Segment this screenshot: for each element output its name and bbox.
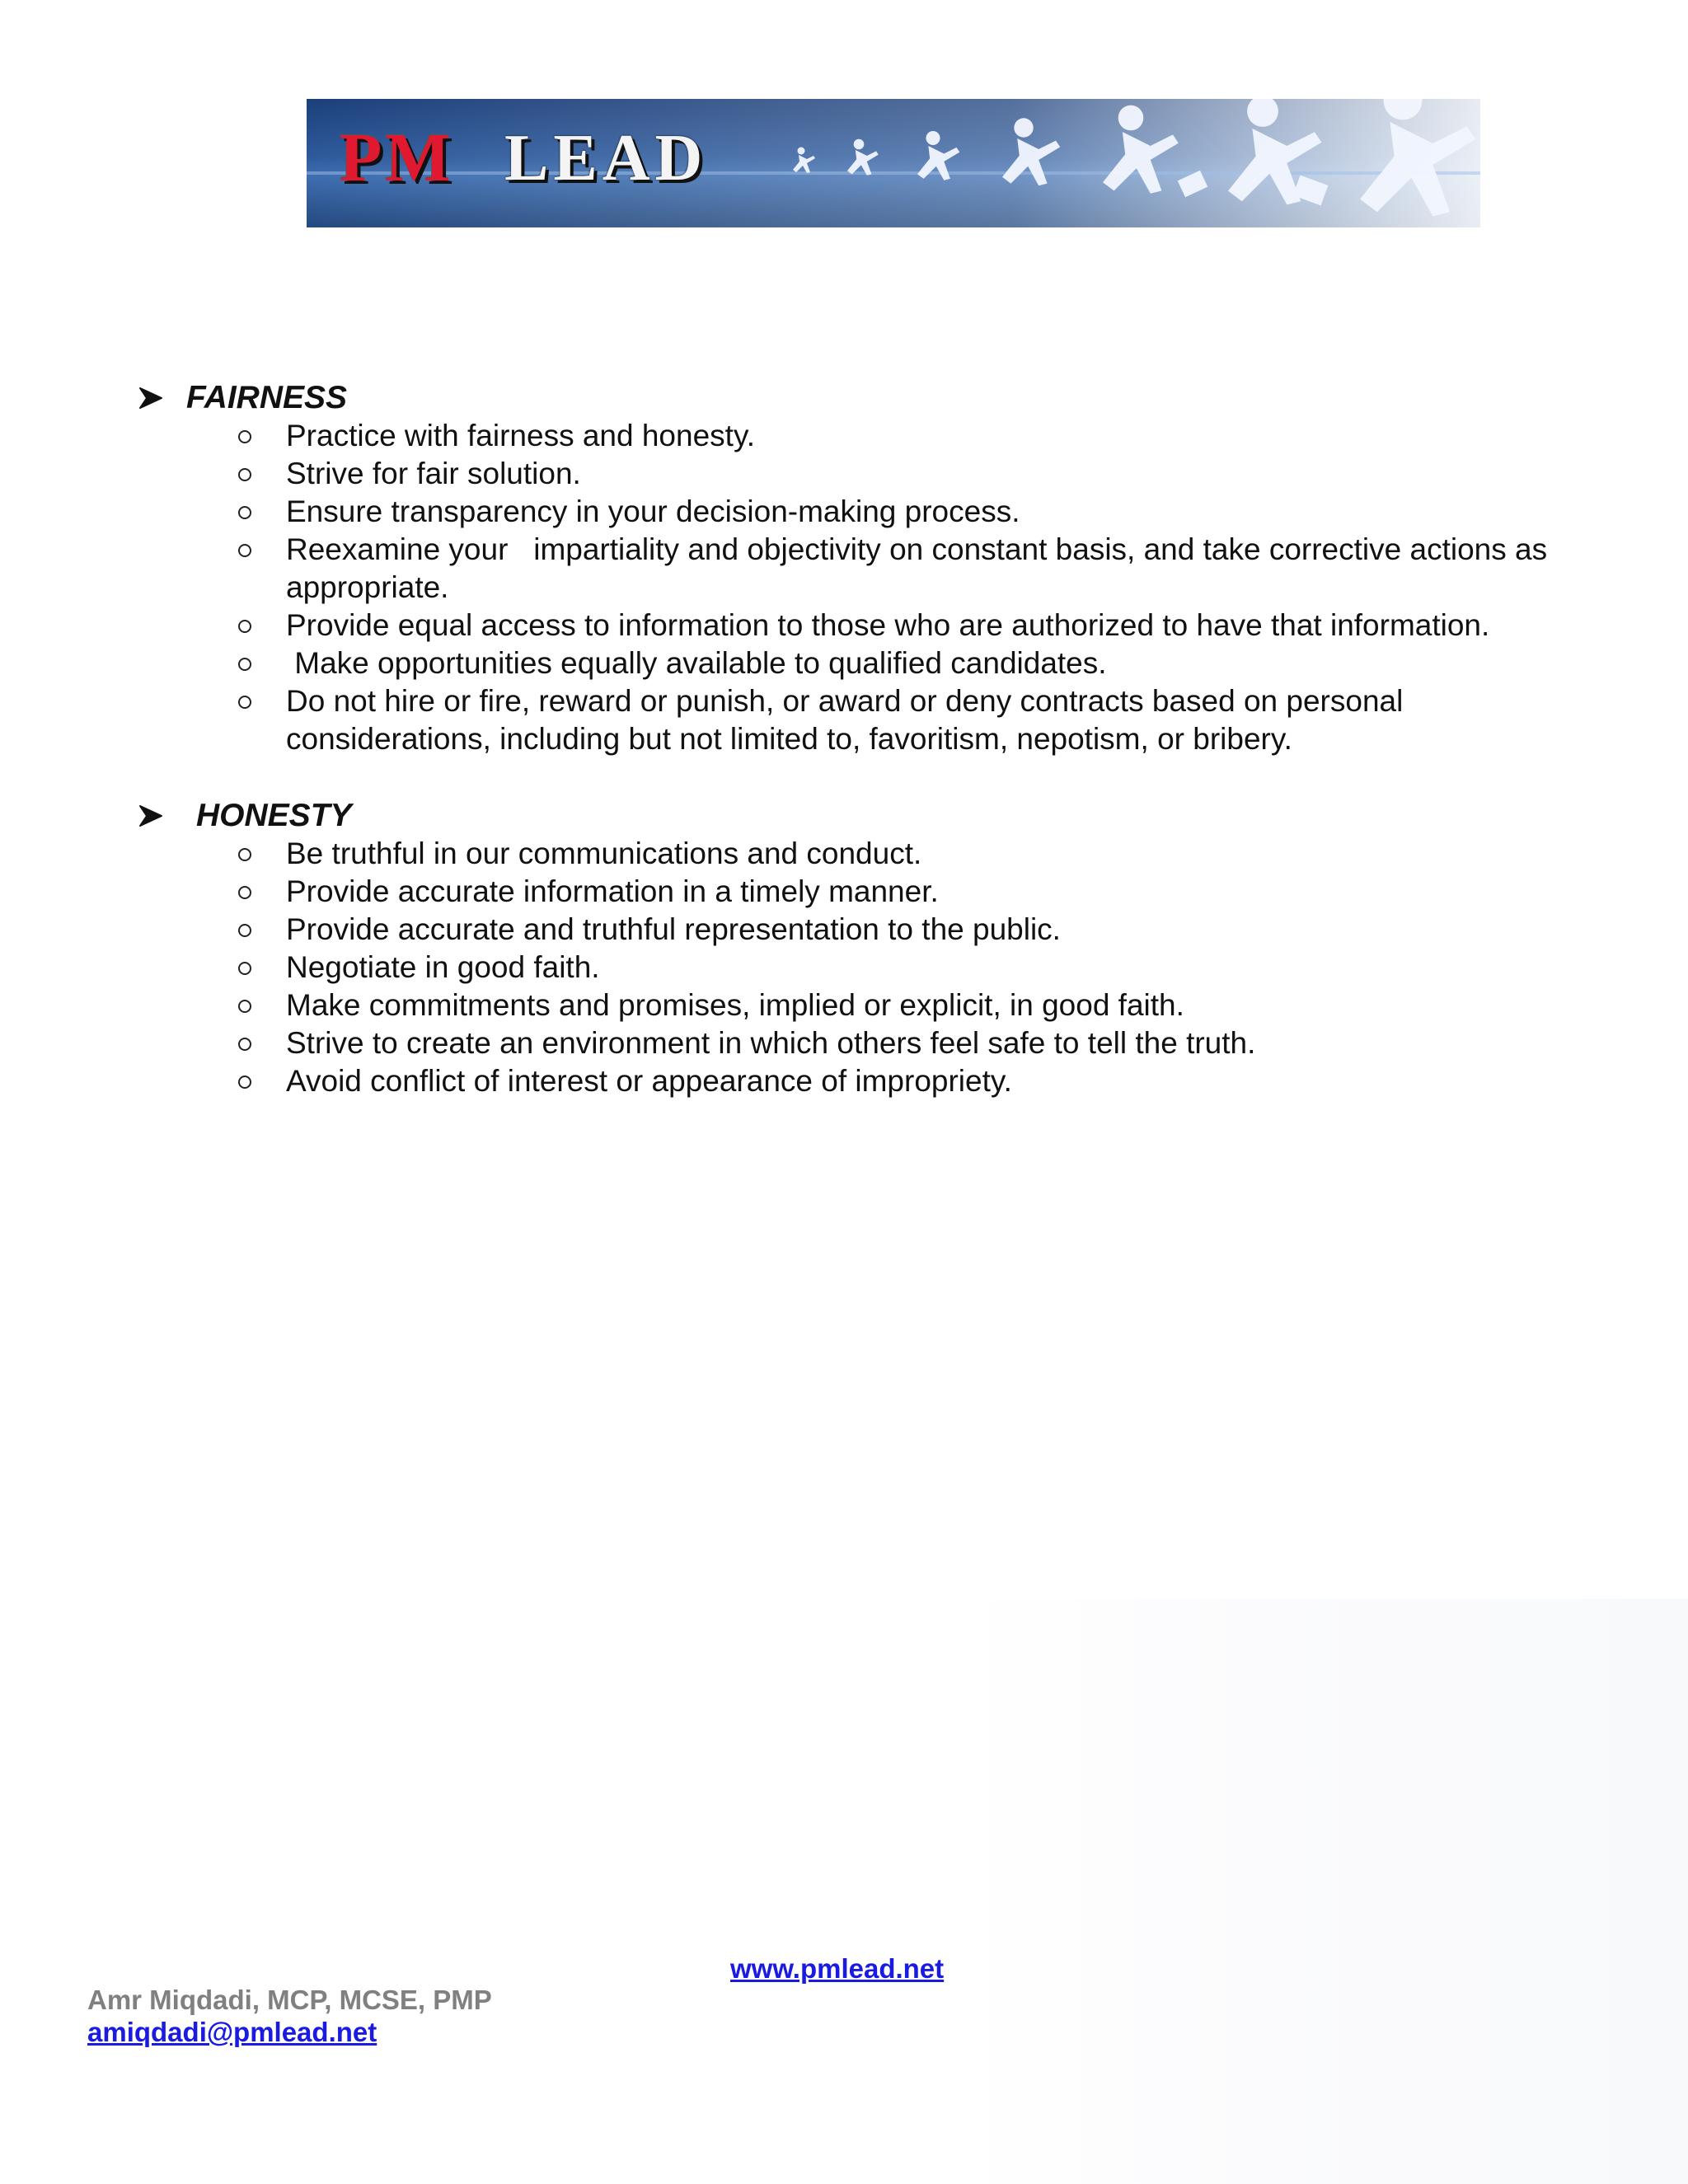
circle-bullet-icon (238, 1000, 251, 1013)
list-item-text: Make commitments and promises, implied or explicit, in good faith. (286, 988, 1184, 1022)
circle-bullet-icon (238, 468, 251, 481)
list-item (0, 1024, 1688, 1062)
circle-bullet-icon (238, 430, 251, 443)
logo-pm-text: PM (340, 120, 454, 196)
circle-bullet-icon (238, 1076, 251, 1089)
website-link[interactable]: www.pmlead.net (730, 1953, 945, 1984)
section-heading-fairness: FAIRNESS (186, 380, 348, 415)
circle-bullet-icon (238, 658, 251, 671)
circle-bullet-icon (238, 962, 251, 975)
list-item (0, 987, 1688, 1024)
list-item (0, 417, 1688, 455)
list-item-text: Provide equal access to information to those who are authorized to have that information. (286, 608, 1490, 642)
list-item-text: Do not hire or fire, reward or punish, or award or deny contracts based on personal considerations, including but not limited to, favoritism, nepotism, or bribery. (286, 684, 1404, 756)
list-item (0, 835, 1688, 873)
list-item-text: Ensure transparency in your decision-making process. (286, 494, 1020, 528)
email-link[interactable]: amiqdadi@pmlead.net (87, 2017, 377, 2047)
arrowhead-bullet-icon (138, 804, 163, 828)
list-item-text: Provide accurate information in a timely manner. (286, 874, 939, 908)
list-item (0, 949, 1688, 987)
circle-bullet-icon (238, 848, 251, 861)
list-item-text: Practice with fairness and honesty. (286, 419, 755, 452)
page-shade (964, 1599, 1688, 2184)
list-item (0, 873, 1688, 911)
fairness-list (0, 417, 1688, 758)
circle-bullet-icon (238, 1038, 251, 1051)
circle-bullet-icon (238, 924, 251, 937)
list-item (0, 911, 1688, 949)
list-item-text: Make opportunities equally available to qualified candidates. (286, 646, 1107, 680)
list-item (0, 682, 1688, 758)
author-credit: Amr Miqdadi, MCP, MCSE, PMP (87, 1985, 492, 2015)
circle-bullet-icon (238, 886, 251, 899)
list-item-text: Negotiate in good faith. (286, 950, 600, 984)
circle-bullet-icon (238, 620, 251, 633)
list-item (0, 644, 1688, 682)
list-item-text: Strive to create an environment in which others feel safe to tell the truth. (286, 1026, 1256, 1060)
list-item-text: Provide accurate and truthful representation to the public. (286, 912, 1061, 946)
circle-bullet-icon (238, 544, 251, 557)
list-item-text: Strive for fair solution. (286, 457, 581, 490)
pm-lead-banner (307, 99, 1480, 227)
list-item-text: Be truthful in our communications and conduct. (286, 837, 922, 870)
list-item-text: Reexamine your impartiality and objectivity on constant basis, and take corrective actions as appropriate. (286, 532, 1556, 604)
circle-bullet-icon (238, 696, 251, 709)
logo-lead-text: LEAD (504, 122, 708, 194)
honesty-list (0, 835, 1688, 1100)
list-item (0, 1062, 1688, 1100)
list-item (0, 607, 1688, 644)
list-item (0, 455, 1688, 493)
list-item (0, 531, 1688, 607)
list-item (0, 493, 1688, 531)
section-heading-honesty: HONESTY (196, 798, 352, 833)
running-figures-graphic (307, 99, 1480, 227)
list-item-text: Avoid conflict of interest or appearance of impropriety. (286, 1064, 1012, 1098)
circle-bullet-icon (238, 506, 251, 519)
arrowhead-bullet-icon (138, 386, 163, 410)
